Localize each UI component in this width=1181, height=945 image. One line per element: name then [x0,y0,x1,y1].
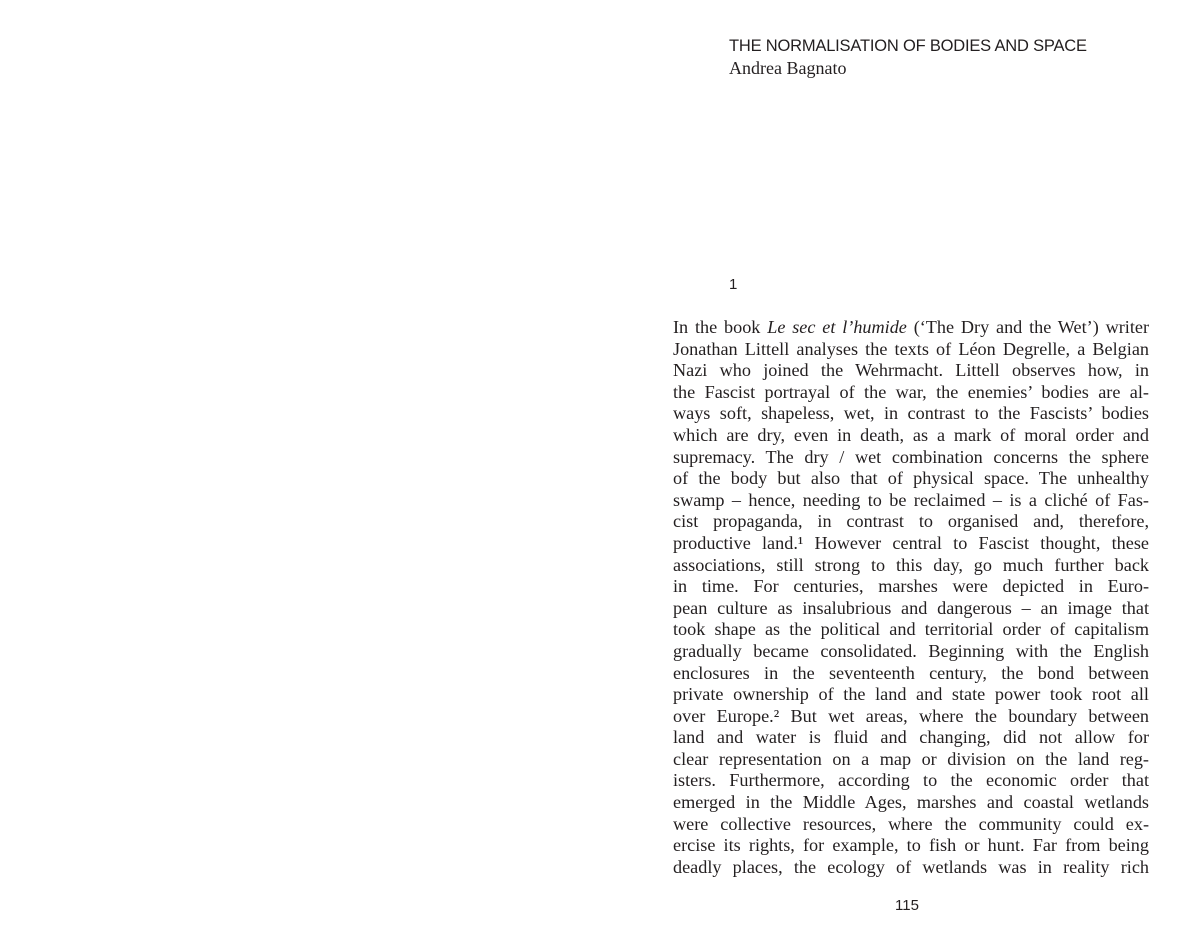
text-line: gradually became consolidated. Beginning with the English [673,640,1149,661]
body-text [673,317,1149,878]
text-line: the Fascist portrayal of the war, the enemies’ bodies are al- [673,381,1149,402]
text-line: land and water is fluid and changing, did not allow for [673,727,1149,748]
text-line: associations, still strong to this day, go much further back [673,554,1149,575]
text-segment: In the book [673,317,768,337]
text-line [673,317,1149,339]
section-number: 1 [729,276,738,293]
text-line: clear representation on a map or division on the land reg- [673,748,1149,769]
text-line: enclosures in the seventeenth century, the bond between [673,662,1149,683]
text-line: productive land.¹ However central to Fascist thought, these [673,532,1149,553]
text-line: of the body but also that of physical space. The unhealthy [673,468,1149,489]
text-line: ways soft, shapeless, wet, in contrast to the Fascists’ bodies [673,403,1149,424]
text-line: over Europe.² But wet areas, where the boundary between [673,705,1149,726]
text-line: isters. Furthermore, according to the economic order that [673,770,1149,791]
text-line: emerged in the Middle Ages, marshes and coastal wetlands [673,792,1149,813]
text-line: swamp – hence, needing to be reclaimed – is a cliché of Fas- [673,489,1149,510]
text-line: Nazi who joined the Wehrmacht. Littell observes how, in [673,360,1149,381]
running-header-title: THE NORMALISATION OF BODIES AND SPACE [729,37,1087,55]
book-title-italic: Le sec et l’humide [767,317,907,337]
text-line: took shape as the political and territorial order of capitalism [673,619,1149,640]
text-line: supremacy. The dry / wet combination concerns the sphere [673,446,1149,467]
text-line: private ownership of the land and state power took root all [673,684,1149,705]
text-line: were collective resources, where the community could ex- [673,813,1149,834]
text-line: cist propaganda, in contrast to organised and, therefore, [673,511,1149,532]
page-number: 115 [895,897,919,914]
text-line: Jonathan Littell analyses the texts of Léon Degrelle, a Belgian [673,338,1149,359]
text-line: ercise its rights, for example, to fish or hunt. Far from being [673,835,1149,856]
text-line: which are dry, even in death, as a mark of moral order and [673,424,1149,445]
running-header-author: Andrea Bagnato [729,58,847,78]
text-line: deadly places, the ecology of wetlands was in reality rich [673,856,1149,877]
text-segment: (‘The Dry and the Wet’) writer [906,317,1149,337]
text-line: in time. For centuries, marshes were depicted in Euro- [673,576,1149,597]
text-line: pean culture as insalubrious and dangerous – an image that [673,597,1149,618]
